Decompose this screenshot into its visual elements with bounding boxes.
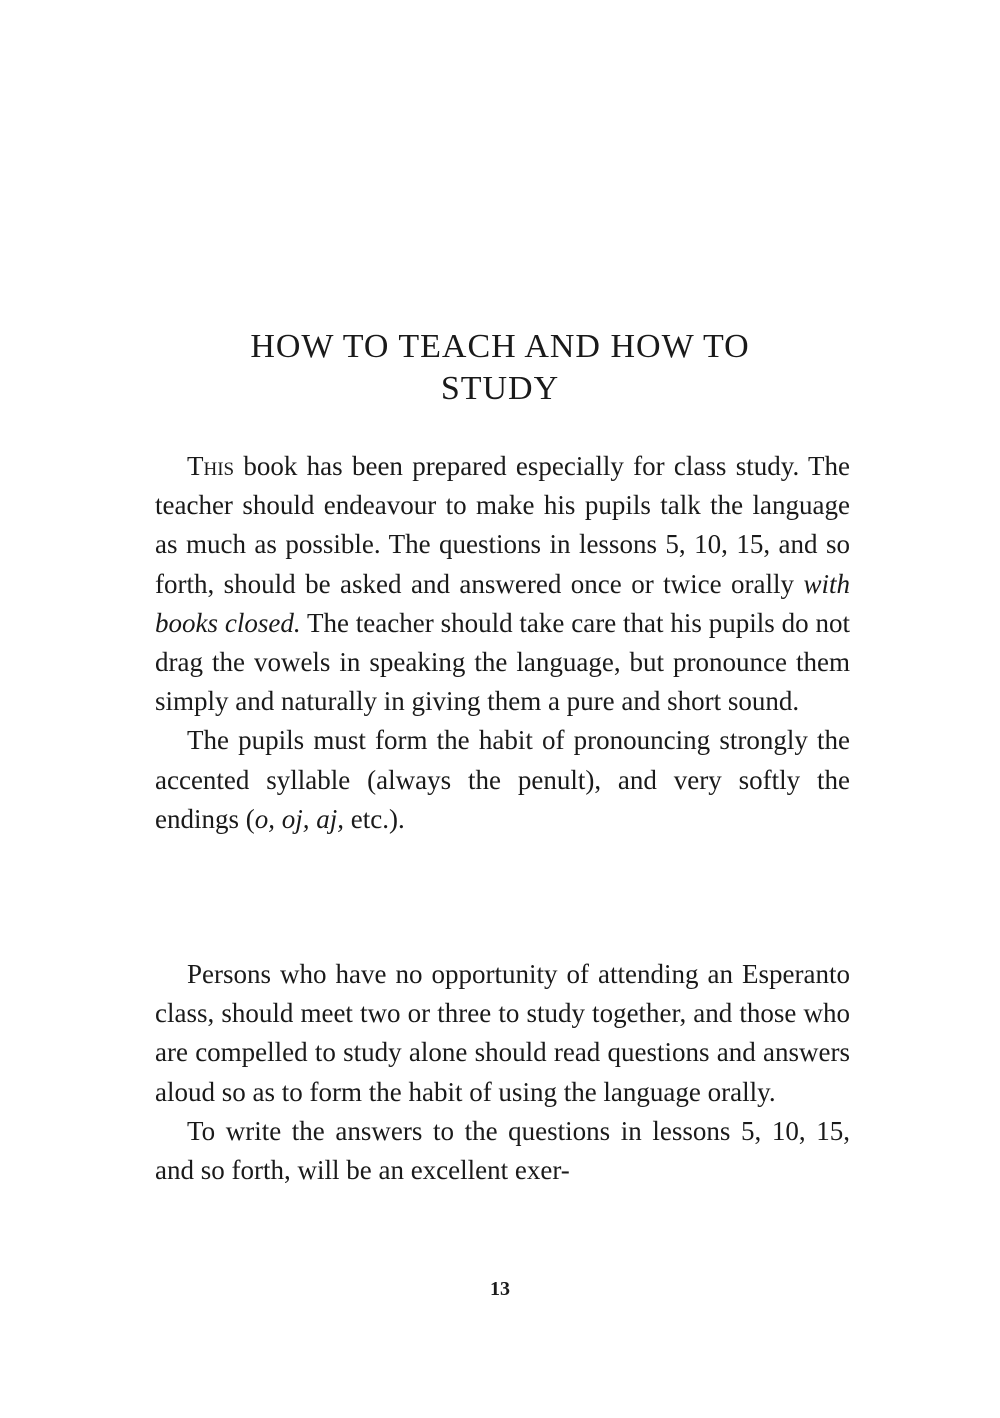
paragraph-2 — [155, 721, 850, 839]
paragraph-2-text-b: etc.). — [344, 803, 405, 834]
text-block-1 — [155, 447, 850, 839]
chapter-title-line-1: HOW TO TEACH AND HOW TO — [250, 328, 750, 365]
page-number: 13 — [490, 1278, 510, 1300]
paragraph-1-text-b: The teacher should take care that his pupils do not drag the vowels in speaking the language, but pronounce them simply and naturally in giving them a pure and short sound. — [155, 607, 850, 717]
chapter-title — [150, 326, 850, 410]
paragraph-3: Persons who have no opportunity of attending an Esperanto class, should meet two or three to study together, and those who are compelled to study alone should read questions and answers aloud so as to form the habit of using the language orally. — [155, 959, 850, 1107]
paragraph-1-lead-word: This — [187, 451, 235, 481]
chapter-title-line-2: STUDY — [440, 370, 560, 407]
paragraph-2-text-a: The pupils must form the habit of pronouncing strongly the accented syllable (always the penult), and very softly the endings ( — [155, 725, 850, 834]
paragraph-1-italic-phrase: with books closed. — [155, 568, 850, 638]
text-block-2 — [155, 955, 850, 1190]
paragraph-2-italic-endings: o, oj, aj, — [254, 803, 344, 834]
paragraph-1 — [155, 447, 850, 721]
paragraph-1-text-a: book has been prepared especially for class study. The teacher should endeavour to make his pupils talk the language as much as possible. The questions in lessons 5, 10, 15, and so forth, should be asked and answered once or twice orally — [155, 451, 850, 599]
paragraph-4: To write the answers to the questions in lessons 5, 10, 15, and so forth, will be an excellent exer- — [155, 1115, 850, 1186]
